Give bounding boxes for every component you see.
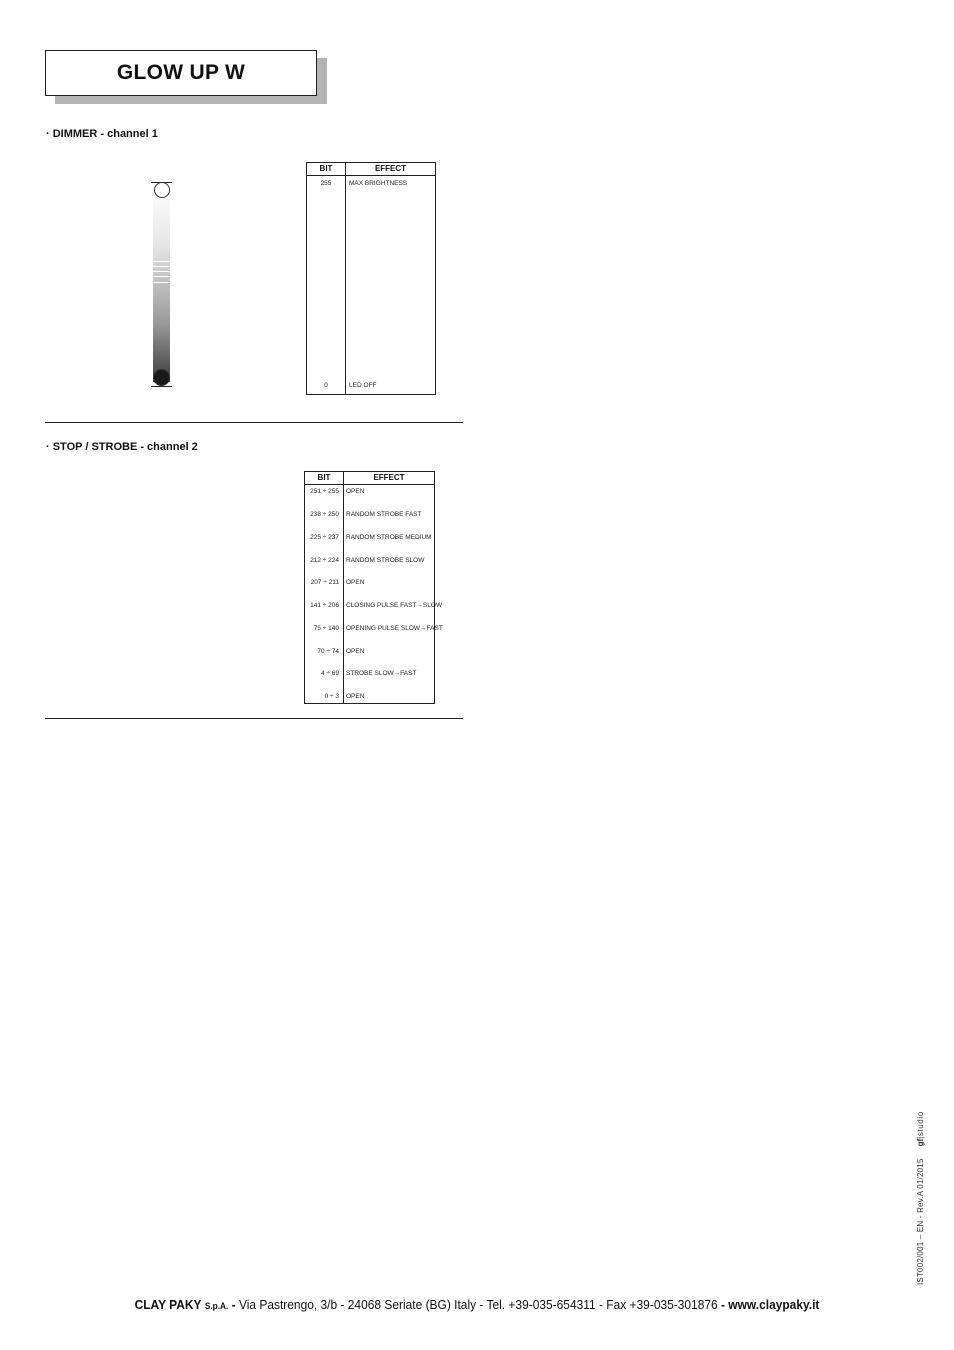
table-cell-bit: 251 ÷ 255 [310,488,339,495]
table-cell-effect: OPENING PULSE SLOW→FAST [346,625,443,632]
footer-address: Via Pastrengo, 3/b - 24068 Seriate (BG) Italy - Tel. +39-035-654311 - Fax +39-035-301876 [238,1297,718,1312]
fader-tick [153,276,170,277]
footer-company: CLAY PAKY [134,1297,202,1312]
table-cell-bit: 0 [324,382,328,389]
page-title: GLOW UP W [45,50,317,96]
studio-credit-bold: gf [916,1138,925,1147]
dimmer-table [306,162,436,395]
fader-tick [153,282,170,283]
table-header-bit: BIT [319,164,333,173]
table-header-effect: EFFECT [374,164,407,173]
fader-knob-max-icon [154,182,170,198]
table-header-rule [307,175,435,176]
dimmer-heading: · DIMMER - channel 1 [46,128,158,140]
table-cell-bit: 212 ÷ 224 [310,557,339,564]
strobe-heading: · STOP / STROBE - channel 2 [46,441,198,453]
document-code-vertical [916,1111,925,1285]
table-cell-effect: OPEN [346,693,365,700]
studio-credit [916,1111,925,1146]
table-cell-effect: STROBE SLOW→FAST [346,670,417,677]
table-cell-bit: 225 ÷ 237 [310,534,339,541]
table-cell-effect: OPEN [346,648,365,655]
section-divider [45,422,463,423]
table-column-rule [345,163,346,394]
section-divider [45,718,463,719]
fader-track [153,185,170,382]
fader-tick [153,271,170,272]
table-cell-bit: 255 [320,180,332,187]
table-cell-effect: OPEN [346,488,365,495]
footer-separator: - [228,1297,239,1312]
footer-website-link[interactable]: www.claypaky.it [728,1297,820,1312]
table-cell-effect: LED OFF [349,382,377,389]
strobe-table [304,471,443,704]
table-cell-bit: 70 ÷ 74 [317,648,339,655]
fader-knob-min-icon [153,369,170,386]
document-code: IST002/001 – EN - Rev.A 01/2015 [916,1158,925,1285]
table-cell-effect: RANDOM STROBE SLOW [346,557,425,564]
table-header-rule [305,484,434,485]
table-column-rule [343,472,344,703]
table-cell-effect: MAX BRIGHTNESS [349,180,408,187]
fader-tick [153,266,170,267]
table-header-bit: BIT [317,473,331,482]
table-cell-bit: 0 ÷ 3 [324,693,339,700]
studio-credit-rest: |studio [916,1111,925,1139]
table-cell-effect: CLOSING PULSE FAST→SLOW [346,602,443,609]
table-cell-bit: 4 ÷ 69 [320,670,339,677]
table-cell-bit: 141 ÷ 206 [310,602,339,609]
table-cell-effect: RANDOM STROBE FAST [346,511,422,518]
table-cell-bit: 238 ÷ 250 [310,511,339,518]
table-cell-bit: 75 ÷ 140 [313,625,339,632]
table-cell-effect: RANDOM STROBE MEDIUM [346,534,432,541]
footer-separator: - [717,1297,729,1312]
table-header-effect: EFFECT [373,473,405,482]
footer-company-suffix: S.p.A. [204,1301,229,1311]
page-footer [38,1297,916,1312]
table-cell-effect: OPEN [346,579,365,586]
fader-tick [153,261,170,262]
table-cell-bit: 207 ÷ 211 [310,579,339,586]
fader-bottom-cap [151,386,172,387]
